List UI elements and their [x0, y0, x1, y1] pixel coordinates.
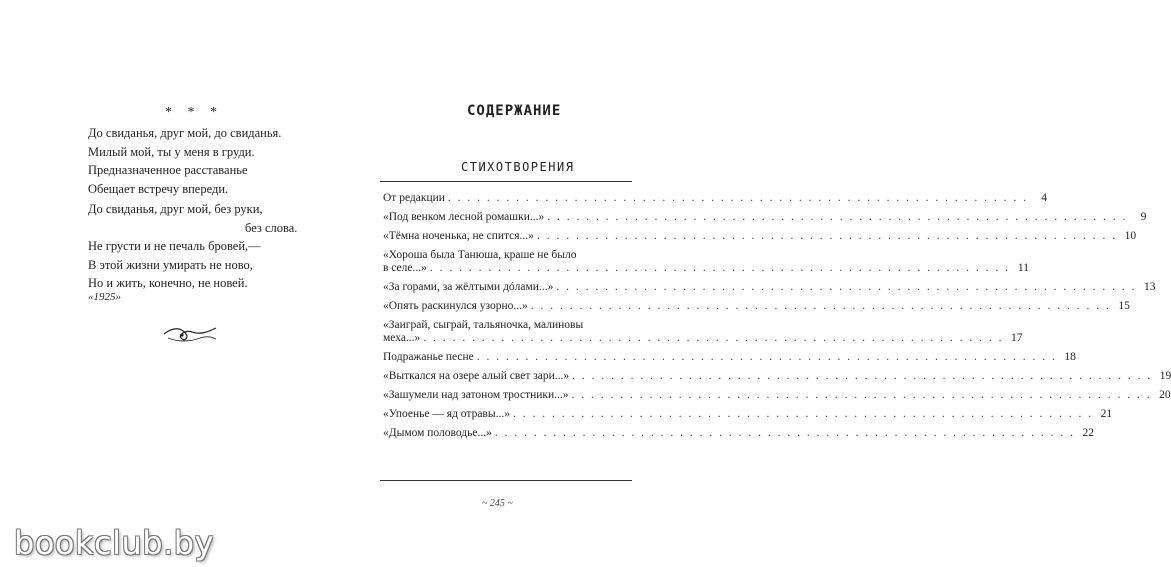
- toc-entry-page: 18: [1064, 351, 1076, 363]
- poem-line: Но и жить, конечно, не новей.: [88, 276, 248, 290]
- toc-entry-title: «Упоенье — яд отравы...»: [383, 408, 510, 420]
- toc-entry-title: «Хороша была Танюша, краше не было: [383, 249, 577, 261]
- divider-top: [380, 181, 632, 182]
- toc-entry-page: 19: [1159, 370, 1171, 382]
- toc-entry-title: «Дымом половодье...»: [383, 427, 492, 439]
- watermark: bookclub.by: [14, 524, 214, 562]
- toc-entry-title: От редакции: [383, 192, 445, 204]
- toc-leader: [495, 427, 1075, 439]
- toc-entry[interactable]: [383, 281, 1156, 293]
- table-of-contents: [383, 192, 1171, 446]
- toc-entry[interactable]: [383, 351, 1076, 363]
- toc-entry-title: «Тёмна ноченька, не спится...»: [383, 230, 534, 242]
- poem-stanza-2: [88, 200, 297, 293]
- toc-leader: [531, 300, 1111, 312]
- toc-entry[interactable]: [383, 427, 1094, 439]
- toc-leader: [556, 281, 1136, 293]
- poem-line: без слова.: [245, 220, 298, 235]
- toc-entry-page: 11: [1017, 262, 1029, 274]
- toc-entry[interactable]: [383, 230, 1137, 242]
- divider-bottom: [380, 480, 632, 481]
- flourish-ornament-icon: [160, 320, 220, 346]
- toc-entry[interactable]: [383, 249, 1029, 274]
- toc-entry[interactable]: [383, 211, 1147, 223]
- contents-title: СОДЕРЖАНИЕ: [467, 103, 562, 119]
- poem-stanza-1: [88, 124, 281, 198]
- toc-leader: [572, 370, 1152, 382]
- toc-entry[interactable]: [383, 319, 1023, 344]
- toc-entry-title: «Заиграй, сыграй, тальяночка, малиновы: [383, 319, 584, 331]
- toc-leader: [572, 389, 1152, 401]
- toc-entry-title-cont: в селе...»: [383, 262, 427, 274]
- toc-entry-page: 21: [1100, 408, 1113, 420]
- toc-entry-title: «За горами, за жёлтыми дóлами...»: [383, 281, 554, 293]
- toc-entry-page: 15: [1118, 300, 1130, 312]
- toc-entry-title-cont: меха...»: [383, 332, 421, 344]
- toc-entry-title: «Зашумели над затоном тростники...»: [383, 389, 569, 401]
- toc-entry-page: 17: [1010, 332, 1023, 344]
- toc-entry-page: 10: [1124, 230, 1137, 242]
- left-page: [0, 0, 350, 567]
- toc-entry-title: «Под венком лесной ромашки...»: [383, 211, 545, 223]
- toc-leader: [477, 351, 1057, 363]
- page-number: ~ 245 ~: [482, 498, 513, 509]
- toc-entry-title: «Выткался на озере алый свет зари...»: [383, 370, 570, 382]
- toc-entry[interactable]: [383, 192, 1048, 204]
- poem-line: До свиданья, друг мой, без руки,: [88, 202, 263, 216]
- toc-entry[interactable]: [383, 389, 1171, 401]
- toc-entry[interactable]: [383, 408, 1113, 420]
- poem-line: Милый мой, ты у меня в груди.: [88, 144, 255, 159]
- contents-section-title: СТИХОТВОРЕНИЯ: [461, 160, 575, 174]
- poem-line: В этой жизни умирать не ново,: [88, 257, 253, 272]
- toc-entry-page: 13: [1143, 281, 1156, 293]
- toc-leader: [430, 262, 1010, 274]
- toc-leader: [423, 332, 1003, 344]
- toc-entry-page: 9: [1140, 211, 1147, 223]
- toc-entry-title: «Опять раскинулся узорно...»: [383, 300, 528, 312]
- toc-leader: [547, 211, 1127, 223]
- poem-line: Обещает встречу впереди.: [88, 181, 229, 196]
- toc-leader: [537, 230, 1117, 242]
- toc-entry[interactable]: [383, 300, 1130, 312]
- toc-entry-page: 20: [1159, 389, 1171, 401]
- poem-year: «1925»: [88, 291, 121, 303]
- poem-line: До свиданья, друг мой, до свиданья.: [88, 126, 282, 140]
- poem-line: Не грусти и не печаль бровей,—: [88, 239, 261, 253]
- section-stars: * * *: [165, 105, 223, 120]
- toc-entry[interactable]: [383, 370, 1171, 382]
- page-number-value: 245: [489, 498, 505, 509]
- toc-entry-page: 4: [1041, 192, 1048, 204]
- toc-entry-page: 22: [1082, 427, 1094, 439]
- toc-leader: [513, 408, 1093, 420]
- toc-leader: [448, 192, 1028, 204]
- poem-line: Предназначенное расставанье: [88, 163, 248, 177]
- toc-entry-title: Подражанье песне: [383, 351, 474, 363]
